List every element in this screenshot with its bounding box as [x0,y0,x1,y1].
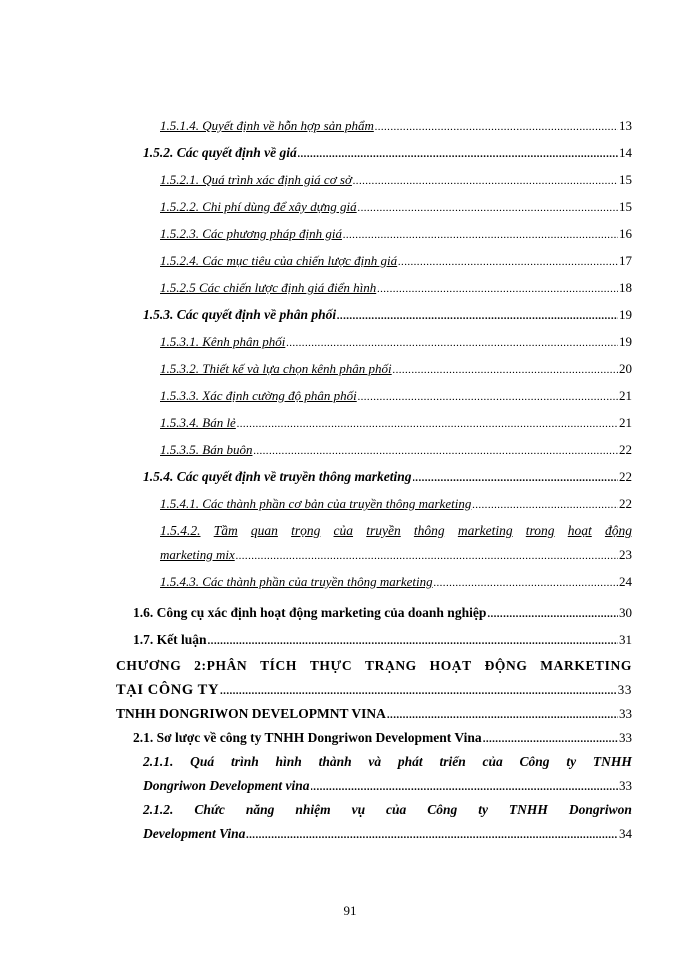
toc-word: trong [525,523,555,538]
toc-word: của [482,754,503,769]
chapter-heading-line2[interactable]: TẠI CÔNG TY ..... 33 [116,680,632,700]
toc-word: ty [478,802,488,817]
toc-entry[interactable]: 1.5.3.2. Thiết kế và lựa chọn kênh phân phối ..... 20 [160,359,632,379]
toc-entry[interactable]: 1.5.4.3. Các thành phần của truyền thông marketing ..... 24 [160,572,632,592]
toc-word: năng [245,802,275,817]
toc-word: Quá [190,754,215,769]
toc-word: ĐỘNG [484,658,528,673]
toc-entry-line2[interactable]: Dongriwon Development vina ..... 33 [143,776,632,796]
toc-word: động [604,523,632,538]
toc-word: THỰC [309,658,353,673]
toc-word: TNHH [592,754,632,769]
toc-entry-line1[interactable] [143,752,632,772]
page-number: 91 [343,903,357,918]
toc-word: 2:PHÂN [194,658,248,673]
toc-entry[interactable]: 1.6. Công cụ xác định hoạt động marketing của doanh nghiệp ..... 30 [133,603,632,623]
toc-word: hoạt [567,523,592,538]
toc-word: truyền [366,523,401,538]
toc-entry[interactable]: 1.5.2.3. Các phương pháp định giá ..... 16 [160,224,632,244]
toc-word: trình [230,754,259,769]
toc-entry[interactable]: 1.5.2.5 Các chiến lược định giá điển hình ..... 18 [160,278,632,298]
toc-entry[interactable]: 1.5.3.4. Bán lẻ ..... 21 [160,413,632,433]
toc-word: Công [427,802,458,817]
toc-entry[interactable]: 1.5.4. Các quyết định về truyền thông marketing ..... 22 [143,467,632,487]
toc-word: Công [519,754,550,769]
toc-word: thành [318,754,352,769]
toc-entry[interactable]: 1.5.2.1. Quá trình xác định giá cơ sở ..... 15 [160,170,632,190]
toc-entry[interactable]: 1.5.3. Các quyết định về phân phối ..... 19 [143,305,632,325]
toc-entry[interactable]: 1.5.1.4. Quyết định về hỗn hợp sản phẩm ..... 13 [160,116,632,136]
toc-word: TÍCH [260,658,297,673]
chapter-heading-line1[interactable] [116,656,632,676]
toc-entry-line2[interactable]: Development Vina ..... 34 [143,824,632,844]
toc-word: vụ [351,802,366,817]
toc-word: CHƯƠNG [116,658,182,673]
toc-word: MARKETING [540,658,632,673]
toc-word: hình [275,754,302,769]
toc-word: TNHH [508,802,548,817]
toc-word: TRẠNG [365,658,417,673]
toc-word: 2.1.1. [143,754,174,769]
toc-entry[interactable]: TNHH DONGRIWON DEVELOPMNT VINA ..... 33 [116,704,632,724]
toc-entry-line2[interactable]: marketing mix ..... 23 [160,545,632,565]
toc-entry[interactable]: 1.7. Kết luận ..... 31 [133,630,632,650]
toc-word: trọng [291,523,321,538]
toc-word: ty [566,754,577,769]
toc-entry[interactable]: 1.5.3.3. Xác định cường độ phân phối ..... 21 [160,386,632,406]
toc-word: 1.5.4.2. [160,523,201,538]
toc-entry[interactable]: 2.1. Sơ lược về công ty TNHH Dongriwon Development Vina ..... 33 [133,728,632,748]
toc-word: quan [250,523,278,538]
toc-word: triển [439,754,466,769]
toc-entry[interactable]: 1.5.2.2. Chi phí dùng để xây dựng giá ..... 15 [160,197,632,217]
toc-word: thông [413,523,445,538]
toc-word: và [368,754,382,769]
toc-entry[interactable]: 1.5.3.1. Kênh phân phối ..... 19 [160,332,632,352]
toc-word: Tầm [213,523,238,538]
toc-word: HOẠT [429,658,472,673]
toc-word: Chức [194,802,225,817]
toc-word: của [386,802,407,817]
toc-word: marketing [457,523,513,538]
toc-entry[interactable]: 1.5.4.1. Các thành phần cơ bản của truyền thông marketing ..... 22 [160,494,632,514]
toc-entry-line1[interactable] [160,521,632,541]
toc-word: Dongriwon [568,802,632,817]
toc-entry[interactable]: 1.5.2. Các quyết định về giá ..... 14 [143,143,632,163]
toc-word: phát [397,754,423,769]
toc-word: của [333,523,354,538]
toc-word: 2.1.2. [143,802,174,817]
toc-entry-line1[interactable] [143,800,632,820]
toc-entry[interactable]: 1.5.3.5. Bán buôn ..... 22 [160,440,632,460]
toc-entry[interactable]: 1.5.2.4. Các mục tiêu của chiến lược định giá ..... 17 [160,251,632,271]
toc-word: nhiệm [295,802,331,817]
